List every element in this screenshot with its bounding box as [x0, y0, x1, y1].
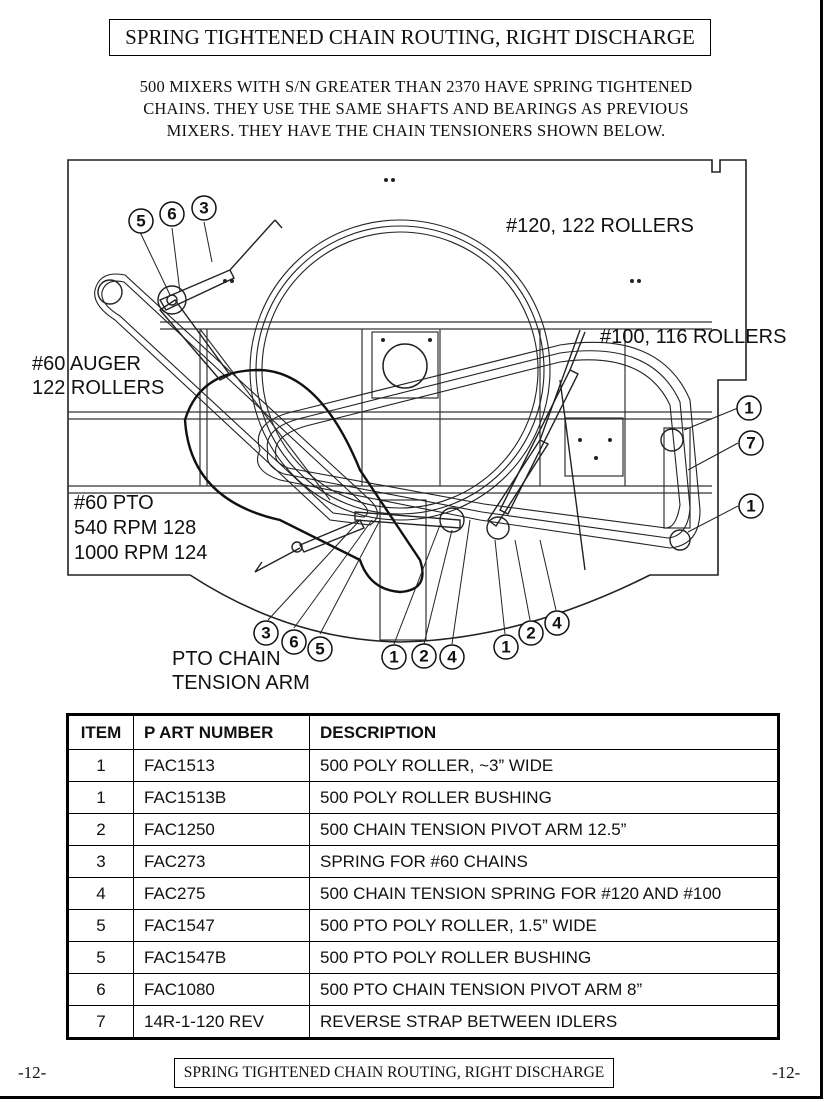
svg-text:6: 6 — [289, 632, 299, 652]
cell-part-number: FAC1250 — [134, 814, 310, 846]
callout-top-left-6 — [160, 202, 184, 226]
cell-description: 500 PTO POLY ROLLER, 1.5” WIDE — [310, 910, 779, 942]
footer-title: SPRING TIGHTENED CHAIN ROUTING, RIGHT DISCHARGE — [174, 1058, 614, 1088]
callout-top-left-3 — [192, 196, 216, 220]
table-header-row — [68, 715, 779, 750]
label-rollers-100-116: #100, 116 ROLLERS — [600, 326, 787, 348]
callout-bottom-right-4 — [545, 611, 569, 635]
cell-part-number: FAC1080 — [134, 974, 310, 1006]
svg-text:2: 2 — [526, 623, 536, 643]
svg-text:5: 5 — [136, 211, 146, 231]
svg-text:4: 4 — [447, 647, 457, 667]
cell-item: 6 — [68, 974, 134, 1006]
table-row — [68, 910, 779, 942]
callout-bottom-mid-1 — [382, 645, 406, 669]
parts-table — [66, 713, 780, 1040]
label-tension-arm-line1: PTO CHAIN — [172, 648, 281, 670]
table-row — [68, 814, 779, 846]
frame-rails — [68, 322, 712, 640]
svg-text:1: 1 — [501, 637, 511, 657]
cell-item: 2 — [68, 814, 134, 846]
page-number-right: -12- — [772, 1063, 801, 1082]
cell-item: 1 — [68, 750, 134, 782]
svg-text:1: 1 — [746, 496, 756, 516]
callout-bottom-right-2 — [519, 621, 543, 645]
svg-text:2: 2 — [419, 646, 429, 666]
label-pto-line1: #60 PTO — [74, 492, 154, 514]
table-row — [68, 750, 779, 782]
label-rollers-120-122: #120, 122 ROLLERS — [506, 215, 694, 237]
svg-text:3: 3 — [261, 623, 271, 643]
svg-text:3: 3 — [199, 198, 209, 218]
intro-line-3: MIXERS. THEY HAVE THE CHAIN TENSIONERS SHOWN BELOW. — [166, 121, 666, 140]
cell-item: 3 — [68, 846, 134, 878]
page-title: SPRING TIGHTENED CHAIN ROUTING, RIGHT DISCHARGE — [109, 19, 711, 56]
cell-part-number: FAC1513 — [134, 750, 310, 782]
callout-top-left-5 — [129, 209, 153, 233]
callout-bottom-left-3 — [254, 621, 278, 645]
intro-line-1: 500 MIXERS WITH S/N GREATER THAN 2370 HAVE SPRING TIGHTENED — [139, 77, 693, 96]
label-pto-line2: 540 RPM 128 — [74, 517, 197, 539]
header-description: DESCRIPTION — [310, 715, 779, 750]
label-auger-line2: 122 ROLLERS — [32, 377, 165, 399]
svg-text:1: 1 — [389, 647, 399, 667]
callout-bottom-mid-2 — [412, 644, 436, 668]
chain-60-pto — [185, 370, 423, 592]
callout-bottom-left-6 — [282, 630, 306, 654]
center-bearing — [383, 344, 427, 388]
callout-bottom-right-1 — [494, 635, 518, 659]
svg-text:4: 4 — [552, 613, 562, 633]
leader-lines — [140, 222, 738, 644]
table-row — [68, 846, 779, 878]
cell-item: 5 — [68, 942, 134, 974]
svg-text:6: 6 — [167, 204, 177, 224]
cell-description: REVERSE STRAP BETWEEN IDLERS — [310, 1006, 779, 1039]
cell-part-number: FAC275 — [134, 878, 310, 910]
cell-description: SPRING FOR #60 CHAINS — [310, 846, 779, 878]
table-row — [68, 782, 779, 814]
cell-part-number: 14R-1-120 REV — [134, 1006, 310, 1039]
cell-description: 500 POLY ROLLER, ~3” WIDE — [310, 750, 779, 782]
cell-description: 500 PTO POLY ROLLER BUSHING — [310, 942, 779, 974]
cell-description: 500 CHAIN TENSION SPRING FOR #120 AND #100 — [310, 878, 779, 910]
callout-bottom-mid-4 — [440, 645, 464, 669]
callout-right-upper-1 — [737, 396, 761, 420]
table-row — [68, 942, 779, 974]
callout-right-lower-1 — [739, 494, 763, 518]
cell-item: 4 — [68, 878, 134, 910]
cell-part-number: FAC1547B — [134, 942, 310, 974]
intro-line-2: CHAINS. THEY USE THE SAME SHAFTS AND BEARINGS AS PREVIOUS — [143, 99, 689, 118]
cell-item: 7 — [68, 1006, 134, 1039]
callout-markers — [129, 196, 763, 669]
cell-item: 5 — [68, 910, 134, 942]
svg-text:5: 5 — [315, 639, 325, 659]
label-auger-line1: #60 AUGER — [32, 353, 141, 375]
callout-right-middle-7 — [739, 431, 763, 455]
header-part-number: P ART NUMBER — [134, 715, 310, 750]
cell-description: 500 POLY ROLLER BUSHING — [310, 782, 779, 814]
chain-60-auger — [95, 274, 378, 525]
label-pto-line3: 1000 RPM 124 — [74, 542, 208, 564]
svg-text:1: 1 — [744, 398, 754, 418]
cell-description: 500 PTO CHAIN TENSION PIVOT ARM 8” — [310, 974, 779, 1006]
chain-120-122 — [250, 220, 550, 520]
cell-description: 500 CHAIN TENSION PIVOT ARM 12.5” — [310, 814, 779, 846]
page-number-left: -12- — [18, 1063, 47, 1082]
chain-100-116 — [258, 342, 701, 548]
callout-bottom-left-5 — [308, 637, 332, 661]
cell-part-number: FAC1547 — [134, 910, 310, 942]
table-row — [68, 878, 779, 910]
label-tension-arm-line2: TENSION ARM — [172, 672, 310, 694]
table-row — [68, 974, 779, 1006]
cell-part-number: FAC1513B — [134, 782, 310, 814]
cell-item: 1 — [68, 782, 134, 814]
svg-text:7: 7 — [746, 433, 756, 453]
table-row — [68, 1006, 779, 1039]
cell-part-number: FAC273 — [134, 846, 310, 878]
header-item: ITEM — [68, 715, 134, 750]
